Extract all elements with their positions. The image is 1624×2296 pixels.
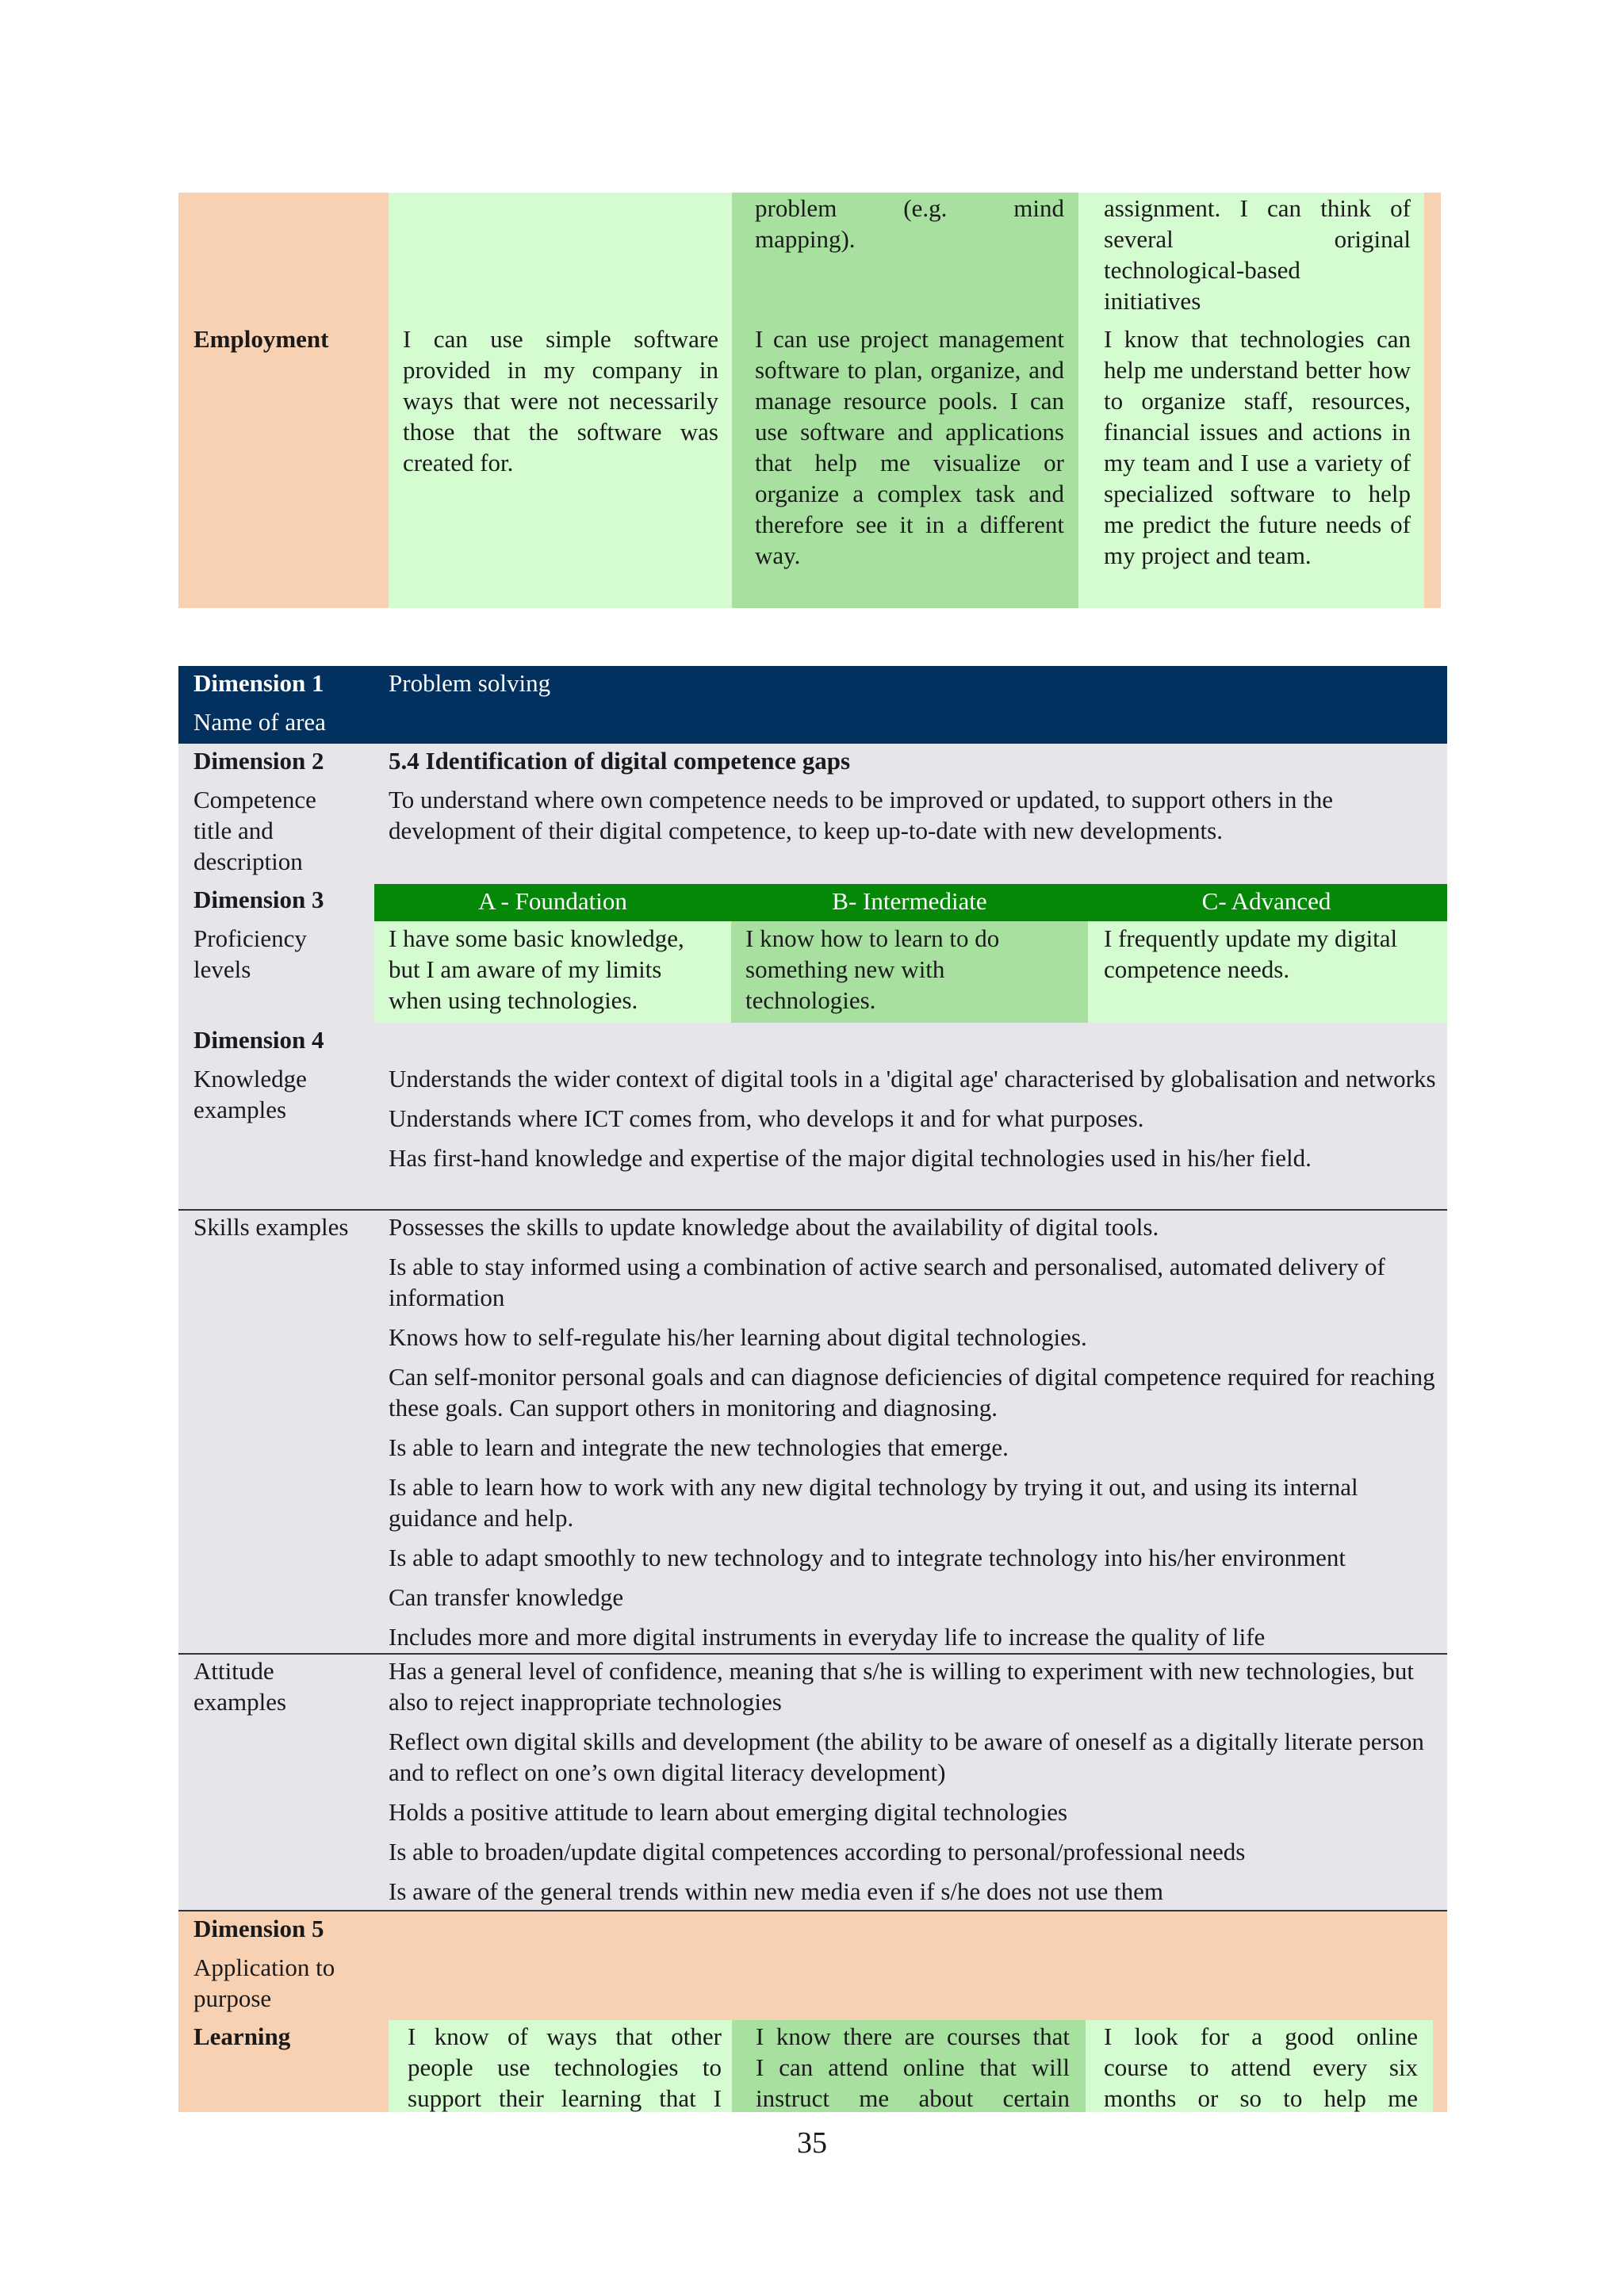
attitude-item: Is aware of the general trends within new media even if s/he does not use them	[389, 1877, 1164, 1905]
dimension-4-label: Dimension 4	[193, 1026, 324, 1054]
level-a-description: I have some basic knowledge, but I am aware of my limits when using technologies.	[389, 924, 684, 1014]
skills-item: Is able to adapt smoothly to new technology and to integrate technology into his/her environment	[389, 1544, 1346, 1571]
dimension-1-label: Dimension 1	[193, 669, 324, 697]
dimension-1-sublabel: Name of area	[193, 708, 326, 736]
skills-item: Includes more and more digital instruments in everyday life to increase the quality of life	[389, 1623, 1266, 1651]
skills-item: Possesses the skills to update knowledge about the availability of digital tools.	[389, 1213, 1159, 1241]
dimension-2-sublabel: Competence title and description	[193, 786, 316, 875]
employment-level-a-text: I can use simple software provided in my company in ways that were not necessarily those that the software was created for.	[403, 325, 718, 476]
skills-item: Is able to learn how to work with any new digital technology by trying it out, and using its internal guidance and help.	[389, 1473, 1358, 1532]
attitude-item: Reflect own digital skills and development (the ability to be aware of oneself as a digitally literate person and to reflect on one’s own digital literacy development)	[389, 1728, 1424, 1786]
learning-level-c-text: I look for a good online course to attend every six months or so to help me	[1104, 2022, 1418, 2112]
learning-label: Learning	[193, 2022, 291, 2050]
skills-item: Is able to stay informed using a combination of active search and personalised, automated delivery of information	[389, 1253, 1385, 1311]
level-b-description: I know how to learn to do something new with technologies.	[745, 924, 1000, 1014]
skills-item: Can transfer knowledge	[389, 1583, 624, 1611]
level-c-header: C- Advanced	[1201, 887, 1331, 915]
knowledge-item: Has first-hand knowledge and expertise of the major digital technologies used in his/her field.	[389, 1144, 1312, 1172]
level-c-description: I frequently update my digital competence needs.	[1104, 924, 1398, 983]
dimension-2-label: Dimension 2	[193, 747, 324, 775]
attitude-examples	[389, 1655, 1443, 1915]
knowledge-examples	[389, 1063, 1443, 1182]
learning-level-b-text: I know there are courses that I can attend online that will instruct me about certain	[756, 2022, 1070, 2112]
skills-item: Can self-monitor personal goals and can diagnose deficiencies of digital competence required for reaching these goals. Can support others in monitoring and diagnosing.	[389, 1363, 1435, 1422]
dimension-5-sublabel: Application to purpose	[193, 1954, 335, 2012]
skills-label: Skills examples	[193, 1213, 349, 1241]
skills-item: Is able to learn and integrate the new technologies that emerge.	[389, 1433, 1009, 1461]
skills-item: Knows how to self-regulate his/her learning about digital technologies.	[389, 1323, 1087, 1351]
knowledge-label: Knowledge examples	[193, 1065, 307, 1123]
attitude-item: Holds a positive attitude to learn about emerging digital technologies	[389, 1798, 1068, 1826]
knowledge-item: Understands where ICT comes from, who develops it and for what purposes.	[389, 1104, 1144, 1132]
dimension-5-label: Dimension 5	[193, 1915, 324, 1942]
competence-description: To understand where own competence needs to be improved or updated, to support others in the development of their digital competence, to keep up-to-date with new developments.	[389, 786, 1334, 844]
dimension-1-row	[178, 666, 1447, 744]
dimension-3-sublabel: Proficiency levels	[193, 924, 307, 983]
level-a-header: A - Foundation	[478, 887, 627, 915]
competence-title: 5.4 Identification of digital competence gaps	[389, 747, 851, 775]
attitude-label: Attitude examples	[193, 1657, 287, 1716]
attitude-item: Has a general level of confidence, meaning that s/he is willing to experiment with new technologies, but also to reject inappropriate technologies	[389, 1657, 1415, 1716]
skills-examples	[389, 1211, 1443, 1661]
page-number: 35	[797, 2126, 827, 2160]
prev-level-b-text: problem (e.g. mind mapping).	[755, 194, 1064, 253]
learning-level-a-text: I know of ways that other people use technologies to support their learning that I	[408, 2022, 722, 2112]
level-b-header: B- Intermediate	[832, 887, 987, 915]
prev-level-c-text: assignment. I can think of several original technological-based initiatives	[1104, 194, 1411, 315]
knowledge-item: Understands the wider context of digital tools in a 'digital age' characterised by globalisation and networks	[389, 1065, 1436, 1093]
divider-knowledge-skills	[178, 1209, 1447, 1211]
area-name: Problem solving	[389, 669, 551, 697]
attitude-item: Is able to broaden/update digital competences according to personal/professional needs	[389, 1838, 1246, 1866]
dimension-3-label: Dimension 3	[193, 886, 324, 913]
divider-skills-attitude	[178, 1653, 1447, 1655]
employment-label: Employment	[193, 325, 329, 353]
employment-level-c-text: I know that technologies can help me understand better how to organize staff, resources, financial issues and actions in my team and I use a variety of specialized software to help me predict the future needs of my project and team.	[1104, 325, 1411, 569]
employment-level-b-text: I can use project management software to plan, organize, and manage resource pools. I can use software and applications that help me visualize or organize a complex task and therefore see it in a different way.	[755, 325, 1064, 569]
